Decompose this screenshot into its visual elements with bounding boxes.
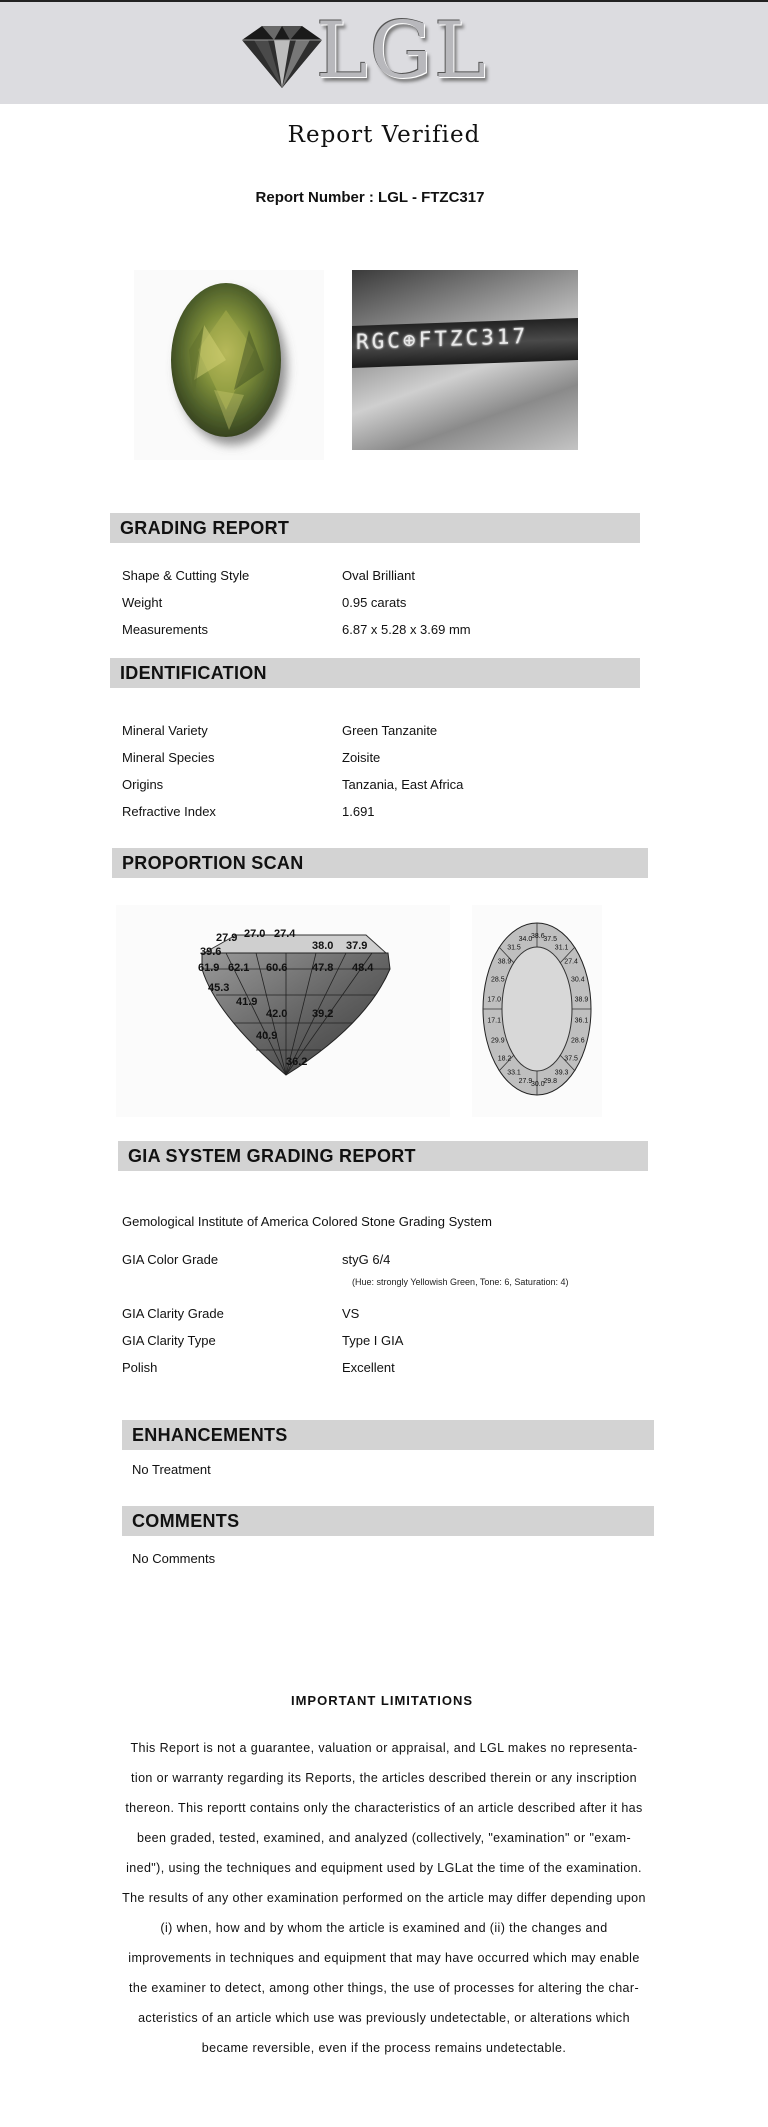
scan-top-label: 38.9	[497, 958, 512, 966]
scan-side-label: 41.9	[236, 996, 258, 1008]
scan-top-label: 27.4	[564, 958, 578, 966]
id-value-origins: Tanzania, East Africa	[342, 777, 464, 792]
scan-side-label: 38.0	[312, 940, 334, 952]
grading-label-shape: Shape & Cutting Style	[122, 568, 250, 583]
grading-value-measurements: 6.87 x 5.28 x 3.69 mm	[342, 622, 471, 637]
id-value-variety: Green Tanzanite	[342, 723, 438, 738]
scan-side-label: 27.0	[244, 928, 266, 940]
gia-value-polish: Excellent	[342, 1360, 395, 1375]
comments-value: No Comments	[132, 1551, 216, 1566]
id-value-species: Zoisite	[342, 750, 381, 765]
scan-top-label: 37.5	[564, 1055, 578, 1063]
proportion-scan-side-view	[116, 905, 450, 1117]
scan-side-label: 37.9	[346, 940, 368, 952]
grading-value-shape: Oval Brilliant	[342, 568, 415, 583]
proportion-scan-header: PROPORTION SCAN	[112, 848, 648, 878]
proportion-scan-top-view	[472, 905, 602, 1117]
limitations-title: IMPORTANT LIMITATIONS	[290, 1693, 474, 1708]
scan-top-label: 30.4	[571, 976, 585, 984]
scan-side-label: 61.9	[198, 962, 220, 974]
page-title: Report Verified	[287, 122, 481, 148]
enhancements-value: No Treatment	[132, 1462, 211, 1477]
gia-label-clarity-type: GIA Clarity Type	[122, 1333, 216, 1348]
gem-photo	[134, 270, 324, 460]
scan-top-label: 28.5	[491, 976, 505, 984]
scan-top-label: 29.9	[491, 1037, 505, 1045]
scan-top-label: 17.0	[487, 996, 502, 1004]
scan-top-label: 36.1	[574, 1017, 589, 1025]
scan-side-label: 27.9	[216, 932, 238, 944]
scan-side-label: 48.4	[352, 962, 374, 974]
id-label-origins: Origins	[122, 777, 164, 792]
gia-system-name: Gemological Institute of America Colored Stone Grading System	[122, 1214, 492, 1229]
grading-value-weight: 0.95 carats	[342, 595, 407, 610]
scan-side-label: 39.6	[200, 946, 222, 958]
scan-top-label: 34.0	[518, 936, 533, 943]
scan-top-label: 27.9	[518, 1078, 533, 1085]
id-value-ri: 1.691	[342, 804, 375, 819]
identification-header: IDENTIFICATION	[110, 658, 640, 688]
gia-value-clarity-type: Type I GIA	[342, 1333, 404, 1348]
grading-report-header: GRADING REPORT	[110, 513, 640, 543]
scan-side-label: 62.1	[228, 962, 250, 974]
lgl-logo	[234, 6, 494, 98]
scan-top-label: 30.0	[531, 1081, 545, 1088]
scan-top-label: 18.2	[497, 1055, 512, 1063]
scan-top-label: 31.5	[507, 944, 521, 952]
scan-top-label: 38.6	[531, 933, 545, 940]
scan-side-label: 36.2	[286, 1056, 308, 1068]
gia-system-header: GIA SYSTEM GRADING REPORT	[118, 1141, 648, 1171]
gia-value-clarity-grade: VS	[342, 1306, 360, 1321]
gia-value-color: styG 6/4	[342, 1252, 391, 1267]
inscription-text: RGC⊕FTZC317	[356, 323, 529, 355]
grading-label-measurements: Measurements	[122, 622, 208, 637]
limitations-text: This Report is not a guarantee, valuation or appraisal, and LGL makes no representa- tion or warranty regarding its Reports, the articles described therein or any inscription thereon. This reportt contains only the characteristics of an article described after it has been graded, tested, examined, and analyzed (collectively, "examination" or "exam- ined"), using the techniques and equipment used by LGLat the time of the examination. The results of any other examination performed on the article may differ depending upon (i) when, how and by whom the article is examined and (ii) the changes and improvements in techniques and equipment that may have occurred which may enable the examiner to detect, among other things, the use of processes for altering the char- acteristics of an article which use was previously undetectable, or alterations which became reversible, even if the process remains undetectable.	[122, 1741, 646, 2055]
scan-top-label: 33.1	[507, 1069, 521, 1077]
inscription-photo	[352, 270, 578, 450]
scan-side-label: 60.6	[266, 962, 288, 974]
scan-top-label: 29.8	[543, 1078, 558, 1085]
scan-side-label: 45.3	[208, 982, 230, 994]
report-number: Report Number : LGL - FTZC317	[255, 189, 485, 206]
gia-label-color: GIA Color Grade	[122, 1252, 219, 1267]
scan-top-label: 37.5	[543, 936, 558, 943]
scan-side-label: 42.0	[266, 1008, 288, 1020]
scan-side-label: 40.9	[256, 1030, 278, 1042]
id-label-species: Mineral Species	[122, 750, 215, 765]
gia-hue-note: (Hue: strongly Yellowish Green, Tone: 6, Saturation: 4)	[352, 1277, 569, 1287]
scan-top-label: 39.3	[554, 1069, 569, 1077]
scan-top-label: 31.1	[554, 944, 569, 952]
scan-top-label: 17.1	[487, 1017, 502, 1025]
scan-side-label: 47.8	[312, 962, 334, 974]
scan-top-label: 38.9	[574, 996, 589, 1004]
comments-header: COMMENTS	[122, 1506, 654, 1536]
id-label-variety: Mineral Variety	[122, 723, 208, 738]
enhancements-header: ENHANCEMENTS	[122, 1420, 654, 1450]
scan-top-label: 28.6	[571, 1037, 585, 1045]
gia-label-polish: Polish	[122, 1360, 158, 1375]
scan-side-label: 27.4	[274, 928, 296, 940]
scan-side-label: 39.2	[312, 1008, 334, 1020]
gia-label-clarity-grade: GIA Clarity Grade	[122, 1306, 224, 1321]
id-label-ri: Refractive Index	[122, 804, 216, 819]
logo-text: LGL	[316, 6, 488, 96]
grading-label-weight: Weight	[122, 595, 163, 610]
header	[0, 2, 768, 104]
